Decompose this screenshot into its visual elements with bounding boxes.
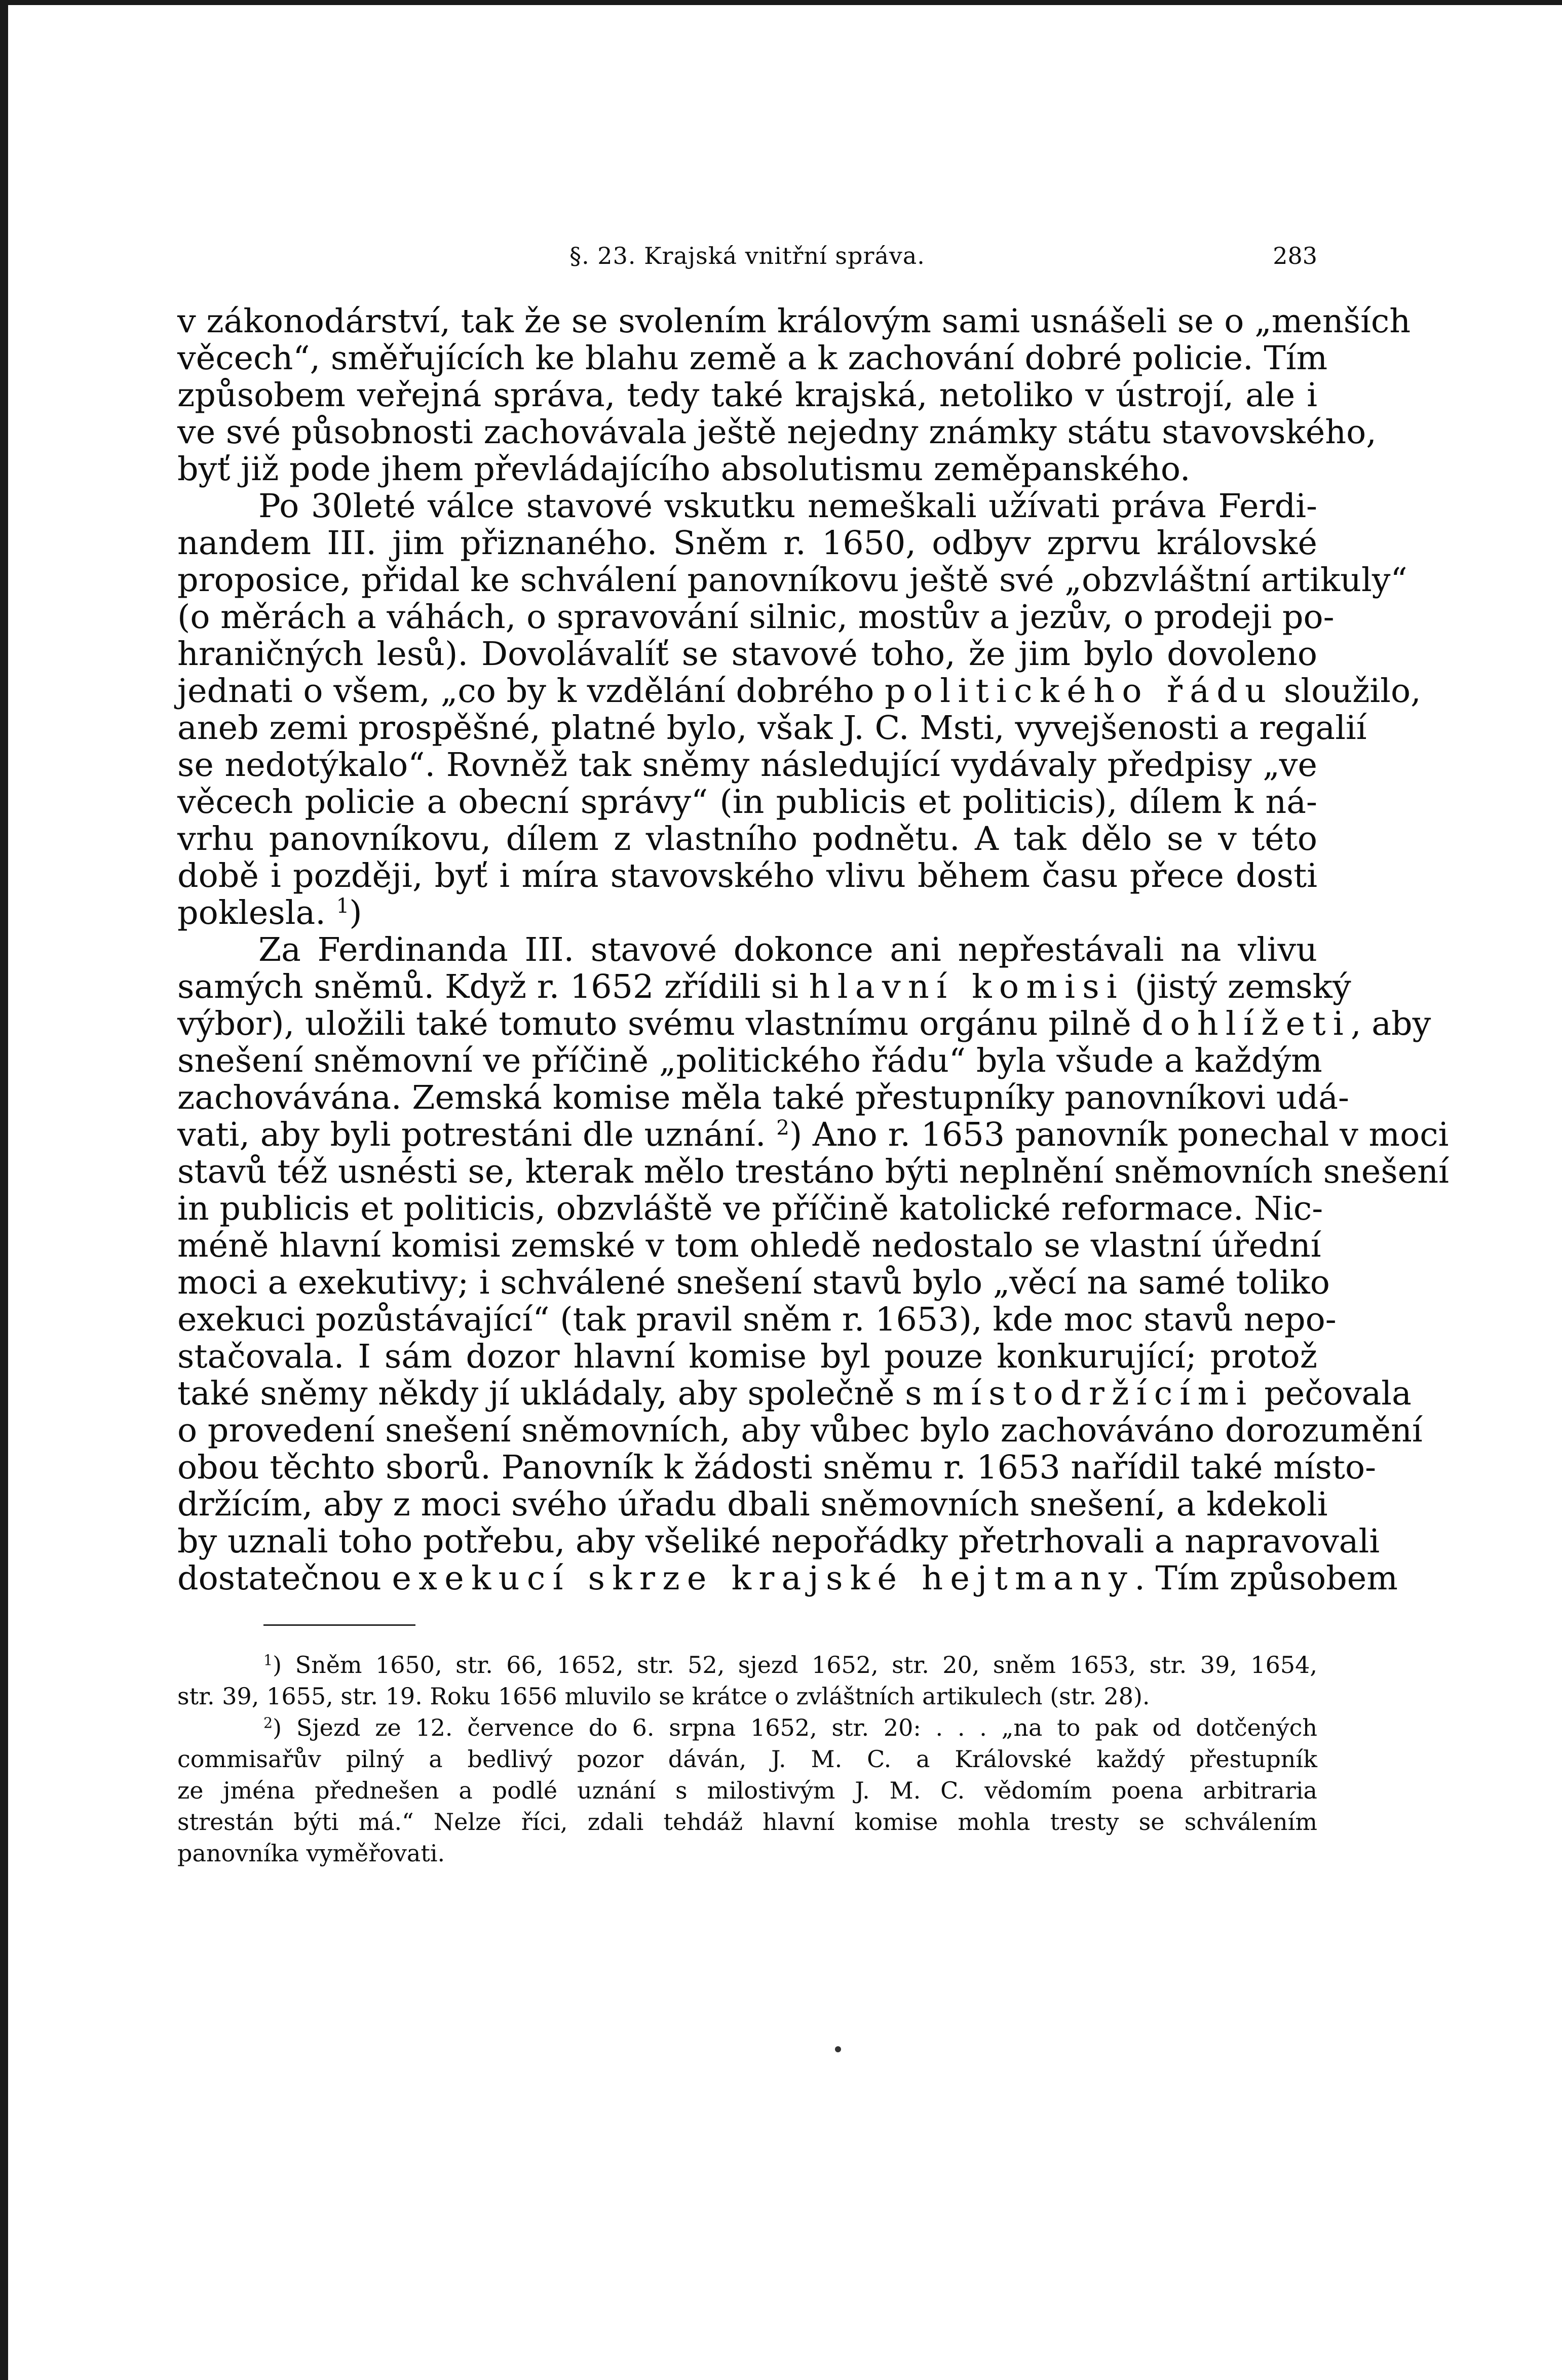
text-run: poklesla. [177,894,336,932]
running-title: §. 23. Krajská vnitřní správa. [569,242,925,269]
page-number: 283 [1273,242,1317,269]
spaced-emphasis: hlavní komisi [809,968,1125,1006]
text-line: v zákonodárství, tak že se svolením královým sami usnášeli se o „menších [177,302,1411,340]
body-text [177,302,1449,1597]
footnote-line: ze jména přednešen a podlé uznání s milostivým J. M. C. vědomím poena arbitraria [177,1777,1317,1804]
text-line [177,1005,1431,1043]
text-line: době i později, byť i míra stavovského vlivu během času přece dosti [177,857,1317,895]
text-run: také sněmy někdy jí ukládaly, aby společně s [177,1375,933,1413]
text-line: moci a exekutivy; i schválené snešení stavů bylo „věcí na samé toliko [177,1264,1330,1302]
text-line: se nedotýkalo“. Rovněž tak sněmy následující vydávaly předpisy „ve [177,746,1317,784]
text-run: dostatečnou [177,1559,392,1597]
text-line: by uznali toho potřebu, aby všeliké nepořádky přetrhovali a napravovali [177,1523,1380,1560]
text-line: zachovávána. Zemská komise měla také přestupníky panovníkovi udá- [177,1079,1349,1117]
footnote-line [177,1649,1317,1681]
text-line: aneb zemi prospěšné, platné bylo, však J. C. Msti, vyvejšenosti a regalií [177,709,1367,747]
text-run: , aby [1350,1005,1431,1043]
text-line [177,894,1317,931]
text-line: o provedení snešení sněmovních, aby vůbec bylo zachováváno dorozumění [177,1412,1423,1450]
text-line: Za Ferdinanda III. stavové dokonce ani nepřestávali na vlivu [258,931,1317,969]
text-line: stavů též usnésti se, kterak mělo trestáno býti neplnění sněmovních snešení [177,1153,1449,1191]
text-line [177,968,1351,1006]
text-run: jednati o všem, „co by k vzdělání dobrého [177,672,885,710]
text-run: (jistý zemský [1124,968,1351,1006]
scan-speck [835,2046,841,2052]
footnote-marker: 2 [263,1714,273,1732]
scan-edge-left [0,0,8,2380]
text-run: výbor), uložili také tomuto svému vlastnímu orgánu pilně [177,1005,1142,1043]
spaced-emphasis: dohlížeti [1141,1005,1351,1043]
footnote-line: panovníka vyměřovati. [177,1840,445,1867]
text-line: nandem III. jim přiznaného. Sněm r. 1650, odbyv zprvu královské [177,524,1317,562]
footnote-separator [263,1624,415,1626]
text-line: snešení sněmovní ve příčině „politického řádu“ byla všude a každým [177,1042,1322,1080]
text-line: (o měrách a váhách, o spravování silnic, mostův a jezův, o prodeji po- [177,598,1335,636]
text-line: věcech“, směřujících ke blahu země a k zachování dobré policie. Tím [177,339,1328,377]
footnote-marker: 1 [263,1652,273,1669]
text-line: vrhu panovníkovu, dílem z vlastního podnětu. A tak dělo se v této [177,820,1317,858]
spaced-emphasis: politického řádu [885,672,1274,710]
text-line: hraničných lesů). Dovolávalíť se stavové toho, že jim bylo dovoleno [177,635,1317,673]
footnote-line [177,1712,1317,1743]
text-line: stačovala. I sám dozor hlavní komise byl pouze konkurující; protož [177,1338,1317,1376]
text-run: vati, aby byli potrestáni dle uznání. [177,1116,777,1154]
text-line: byť již pode jhem převládajícího absolutismu zeměpanského. [177,450,1191,488]
text-run: pečovala [1253,1375,1412,1413]
footnote-marker: 1 [336,893,350,918]
text-line [177,1559,1398,1597]
text-line: obou těchto sborů. Panovník k žádosti sněmu r. 1653 nařídil také místo- [177,1449,1377,1487]
footnotes [177,1649,1317,1869]
text-line: způsobem veřejná správa, tedy také krajská, netoliko v ústrojí, ale i [177,376,1317,414]
running-header [177,238,1317,274]
text-line [177,1115,1449,1154]
text-run: ) Ano r. 1653 panovník ponechal v moci [789,1116,1449,1154]
text-line: proposice, přidal ke schválení panovníkovu ještě své „obzvláštní artikuly“ [177,561,1407,599]
text-line: věcech policie a obecní správy“ (in publicis et politicis), dílem k ná- [177,783,1317,821]
footnote-line: commisařův pilný a bedlivý pozor dáván, J. M. C. a Královské každý přestupník [177,1745,1317,1773]
text-line: držícím, aby z moci svého úřadu dbali sněmovních snešení, a kdekoli [177,1486,1328,1524]
text-line: in publicis et politicis, obzvláště ve příčině katolické reformace. Nic- [177,1190,1323,1228]
text-run: samých sněmů. Když r. 1652 zřídili si [177,968,809,1006]
spaced-emphasis: exekucí skrze krajské hejtmany [392,1559,1135,1597]
text-run: ) Sněm 1650, str. 66, 1652, str. 52, sjezd 1652, str. 20, sněm 1653, str. 39, 1654, [273,1651,1317,1679]
text-run: sloužilo, [1273,672,1421,710]
scan-edge-top [0,0,1562,5]
text-line: méně hlavní komisi zemské v tom ohledě nedostalo se vlastní úřední [177,1227,1321,1265]
text-run: . Tím způsobem [1134,1559,1398,1597]
footnote-line: str. 39, 1655, str. 19. Roku 1656 mluvilo se krátce o zvláštních artikulech (str. 28). [177,1683,1150,1710]
book-page [177,238,1449,1869]
footnote-marker: 2 [776,1115,789,1140]
text-run: ) [349,894,362,932]
text-line: exekuci pozůstávající“ (tak pravil sněm r. 1653), kde moc stavů nepo- [177,1301,1337,1339]
text-run: ) Sjezd ze 12. července do 6. srpna 1652, str. 20: . . . „na to pak od dotčených [273,1714,1317,1741]
spaced-emphasis: místodržícími [932,1375,1254,1413]
footnote-line: strestán býti má.“ Nelze říci, zdali tehdáž hlavní komise mohla tresty se schválením [177,1808,1317,1836]
text-line [177,672,1421,710]
text-line [177,1375,1412,1413]
text-line: ve své působnosti zachovávala ještě nejedny známky státu stavovského, [177,413,1377,451]
text-line: Po 30leté válce stavové vskutku nemeškali užívati práva Ferdi- [258,487,1317,525]
